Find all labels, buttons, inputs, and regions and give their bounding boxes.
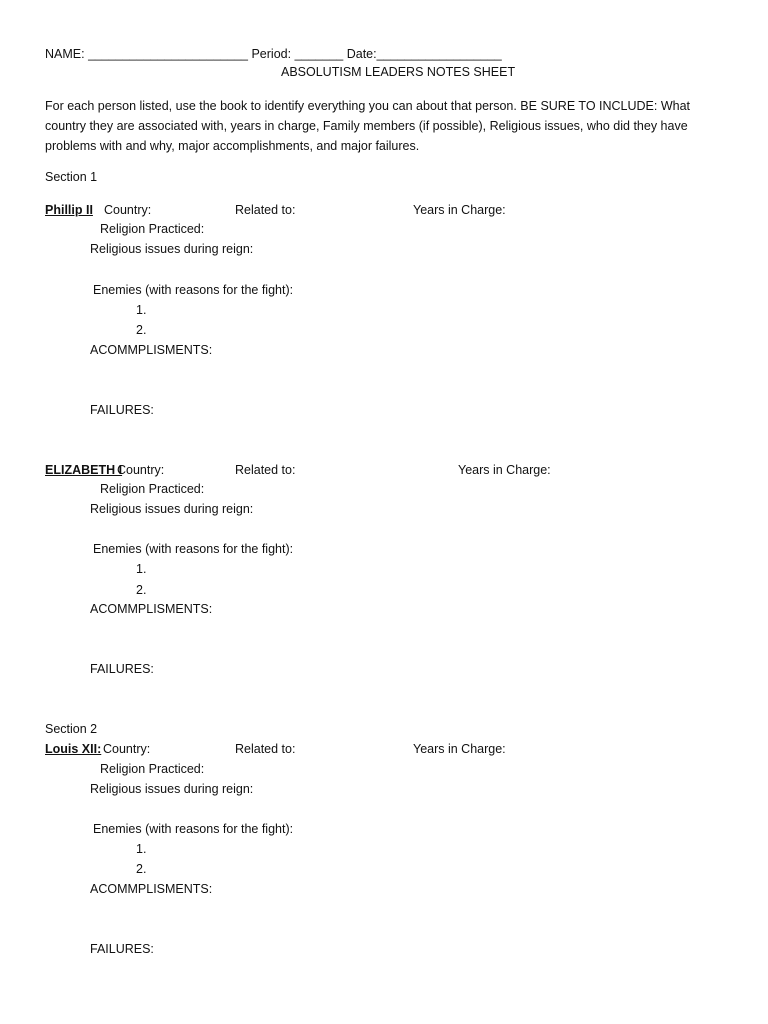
enemies-label: Enemies (with reasons for the fight):	[93, 822, 294, 836]
religion-practiced-label: Religion Practiced:	[100, 482, 205, 496]
related-to-label: Related to:	[235, 463, 296, 477]
enemy-item-2: 2.	[136, 323, 147, 337]
instructions: For each person listed, use the book to identify everything you can about that person. BE SURE TO INCLUDE: What country they are associated with, years in charge, Family members (if possible), Religious issues, who did they have problems with and why, major accomplishments, and major failures.	[45, 99, 691, 153]
enemy-item-1: 1.	[136, 303, 147, 317]
section-1-title: Section 1	[45, 170, 98, 184]
failures-label: FAILURES:	[90, 662, 154, 676]
enemies-label: Enemies (with reasons for the fight):	[93, 283, 294, 297]
country-label: Country:	[104, 203, 152, 217]
leader-name: Louis XII:	[45, 742, 102, 756]
country-label: Country:	[103, 742, 151, 756]
years-in-charge-label: Years in Charge:	[413, 203, 506, 217]
page-title: ABSOLUTISM LEADERS NOTES SHEET	[281, 65, 516, 79]
years-in-charge-label: Years in Charge:	[458, 463, 551, 477]
accomplishments-label: ACOMMPLISMENTS:	[90, 343, 213, 357]
period-label: Period:	[251, 47, 292, 61]
failures-label: FAILURES:	[90, 942, 154, 956]
country-label: Country:	[117, 463, 165, 477]
enemy-item-2: 2.	[136, 583, 147, 597]
enemy-item-1: 1.	[136, 842, 147, 856]
religion-practiced-label: Religion Practiced:	[100, 762, 205, 776]
enemy-item-1: 1.	[136, 562, 147, 576]
section-2-title: Section 2	[45, 722, 98, 736]
leader-name: Phillip II	[45, 203, 93, 217]
date-label: Date:	[346, 47, 377, 61]
religious-issues-label: Religious issues during reign:	[90, 782, 254, 796]
failures-label: FAILURES:	[90, 403, 154, 417]
accomplishments-label: ACOMMPLISMENTS:	[90, 602, 213, 616]
name-field	[45, 47, 502, 61]
religion-practiced-label: Religion Practiced:	[100, 222, 205, 236]
date-blank: __________________	[376, 47, 502, 61]
religious-issues-label: Religious issues during reign:	[90, 502, 254, 516]
enemy-item-2: 2.	[136, 862, 147, 876]
related-to-label: Related to:	[235, 742, 296, 756]
religious-issues-label: Religious issues during reign:	[90, 242, 254, 256]
accomplishments-label: ACOMMPLISMENTS:	[90, 882, 213, 896]
related-to-label: Related to:	[235, 203, 296, 217]
period-blank: _______	[294, 47, 344, 61]
name-blank: _______________________	[88, 47, 248, 61]
name-label: NAME:	[45, 47, 85, 61]
years-in-charge-label: Years in Charge:	[413, 742, 506, 756]
leader-name: ELIZABETH I	[45, 463, 123, 477]
enemies-label: Enemies (with reasons for the fight):	[93, 542, 294, 556]
